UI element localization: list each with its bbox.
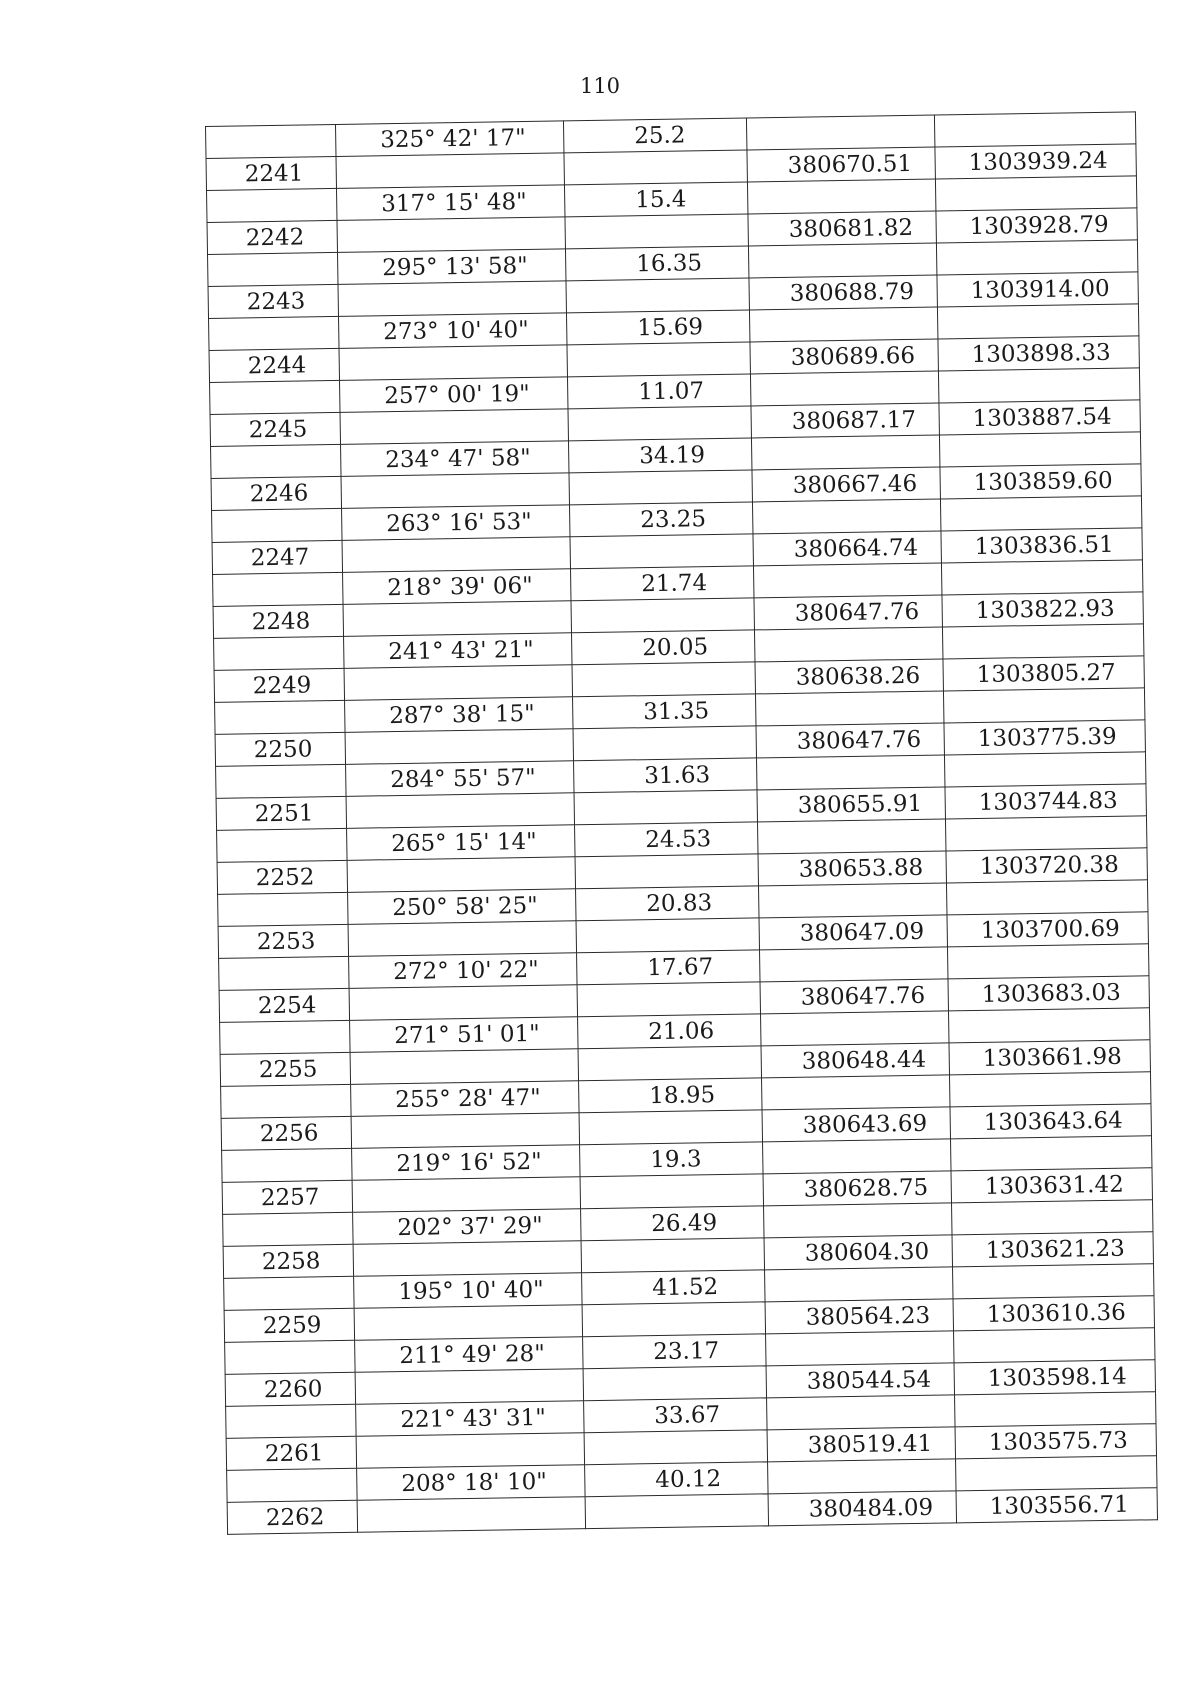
distance-cell (584, 1430, 767, 1465)
bearing-cell (337, 217, 565, 253)
distance-cell (568, 406, 751, 441)
northing-cell: 380667.46 (752, 467, 940, 502)
station-cell (213, 572, 343, 606)
bearing-cell: 271° 51' 01" (350, 1017, 578, 1053)
easting-cell: 1303700.69 (947, 912, 1148, 947)
distance-cell (574, 790, 757, 825)
northing-cell: 380519.41 (767, 1427, 955, 1462)
bearing-cell: 273° 10' 40" (339, 313, 567, 349)
easting-cell (954, 1328, 1155, 1363)
station-cell (219, 956, 349, 990)
northing-cell: 380647.76 (756, 723, 944, 758)
northing-cell: 380544.54 (766, 1363, 954, 1398)
easting-cell: 1303575.73 (955, 1424, 1156, 1459)
bearing-cell (340, 409, 568, 445)
distance-cell (579, 1110, 762, 1145)
station-cell: 2246 (211, 476, 341, 510)
easting-cell: 1303598.14 (954, 1360, 1155, 1395)
station-cell (222, 1148, 352, 1182)
station-cell (216, 764, 346, 798)
bearing-cell: 284° 55' 57" (346, 761, 574, 797)
station-cell (225, 1340, 355, 1374)
distance-cell: 18.95 (579, 1078, 762, 1113)
easting-cell (942, 624, 1143, 659)
distance-cell: 20.83 (576, 886, 759, 921)
easting-cell (947, 944, 1148, 979)
northing-cell (751, 435, 939, 470)
easting-cell (943, 688, 1144, 723)
easting-cell (949, 1072, 1150, 1107)
station-cell: 2249 (214, 668, 344, 702)
station-cell: 2256 (221, 1116, 351, 1150)
station-cell (221, 1084, 351, 1118)
northing-cell (753, 563, 941, 598)
distance-cell (585, 1494, 768, 1529)
easting-cell (935, 176, 1136, 211)
northing-cell: 380670.51 (747, 147, 935, 182)
distance-cell: 31.35 (573, 694, 756, 729)
easting-cell (938, 368, 1139, 403)
easting-cell: 1303775.39 (944, 720, 1145, 755)
distance-cell: 19.3 (580, 1142, 763, 1177)
distance-cell (569, 470, 752, 505)
station-cell (209, 316, 339, 350)
easting-cell: 1303631.42 (951, 1168, 1152, 1203)
northing-cell (747, 179, 935, 214)
northing-cell: 380628.75 (763, 1171, 951, 1206)
distance-cell (564, 150, 747, 185)
easting-cell: 1303610.36 (953, 1296, 1154, 1331)
station-cell (220, 1020, 350, 1054)
distance-cell (566, 278, 749, 313)
station-cell (212, 508, 342, 542)
bearing-cell: 255° 28' 47" (351, 1081, 579, 1117)
bearing-cell (351, 1113, 579, 1149)
easting-cell (956, 1456, 1157, 1491)
station-cell (208, 252, 338, 286)
bearing-cell: 295° 13' 58" (338, 249, 566, 285)
station-cell (226, 1404, 356, 1438)
distance-cell (582, 1302, 765, 1337)
bearing-cell (349, 985, 577, 1021)
bearing-cell: 250° 58' 25" (348, 889, 576, 925)
bearing-cell (355, 1369, 583, 1405)
station-cell (215, 700, 345, 734)
station-cell: 2252 (217, 860, 347, 894)
distance-cell: 24.53 (575, 822, 758, 857)
table-body (206, 112, 1158, 1534)
northing-cell: 380681.82 (748, 211, 936, 246)
distance-cell: 15.69 (566, 310, 749, 345)
northing-cell: 380687.17 (751, 403, 939, 438)
easting-cell (934, 112, 1135, 147)
distance-cell (567, 342, 750, 377)
distance-cell (577, 982, 760, 1017)
bearing-cell (350, 1049, 578, 1085)
station-cell: 2244 (209, 348, 339, 382)
distance-cell: 25.2 (563, 118, 746, 153)
bearing-cell: 221° 43' 31" (356, 1401, 584, 1437)
bearing-cell (345, 729, 573, 765)
distance-cell (575, 854, 758, 889)
easting-cell: 1303939.24 (935, 144, 1136, 179)
station-cell (227, 1468, 357, 1502)
distance-cell: 20.05 (572, 630, 755, 665)
northing-cell (759, 883, 947, 918)
bearing-cell (339, 345, 567, 381)
northing-cell (763, 1139, 951, 1174)
distance-cell (571, 598, 754, 633)
northing-cell (768, 1459, 956, 1494)
station-cell: 2259 (224, 1308, 354, 1342)
bearing-cell: 195° 10' 40" (354, 1273, 582, 1309)
easting-cell (948, 1008, 1149, 1043)
northing-cell (746, 115, 934, 150)
bearing-cell (336, 153, 564, 189)
easting-cell: 1303720.38 (946, 848, 1147, 883)
distance-cell: 17.67 (577, 950, 760, 985)
northing-cell: 380664.74 (753, 531, 941, 566)
station-cell (211, 444, 341, 478)
station-cell: 2262 (227, 1500, 357, 1534)
distance-cell (565, 214, 748, 249)
station-cell: 2254 (219, 988, 349, 1022)
survey-coordinates-table (205, 111, 1158, 1534)
bearing-cell (346, 793, 574, 829)
easting-cell: 1303859.60 (940, 464, 1141, 499)
easting-cell (955, 1392, 1156, 1427)
bearing-cell (343, 601, 571, 637)
easting-cell (951, 1136, 1152, 1171)
distance-cell: 11.07 (567, 374, 750, 409)
easting-cell: 1303661.98 (949, 1040, 1150, 1075)
easting-cell: 1303836.51 (941, 528, 1142, 563)
distance-cell: 21.06 (578, 1014, 761, 1049)
station-cell: 2253 (218, 924, 348, 958)
distance-cell: 21.74 (571, 566, 754, 601)
station-cell (206, 124, 336, 158)
bearing-cell: 325° 42' 17" (335, 121, 563, 157)
distance-cell: 16.35 (565, 246, 748, 281)
northing-cell: 380643.69 (762, 1107, 950, 1142)
bearing-cell: 272° 10' 22" (349, 953, 577, 989)
station-cell: 2245 (210, 412, 340, 446)
distance-cell (572, 662, 755, 697)
bearing-cell (353, 1241, 581, 1277)
bearing-cell: 265° 15' 14" (347, 825, 575, 861)
northing-cell (765, 1267, 953, 1302)
easting-cell: 1303805.27 (943, 656, 1144, 691)
distance-cell: 40.12 (585, 1462, 768, 1497)
survey-table-container (205, 111, 1157, 1534)
northing-cell (749, 307, 937, 342)
station-cell (217, 828, 347, 862)
northing-cell (756, 755, 944, 790)
bearing-cell (348, 921, 576, 957)
northing-cell (750, 371, 938, 406)
bearing-cell (341, 473, 569, 509)
northing-cell: 380655.91 (757, 787, 945, 822)
easting-cell: 1303556.71 (956, 1488, 1157, 1523)
northing-cell: 380647.76 (754, 595, 942, 630)
easting-cell: 1303744.83 (945, 784, 1146, 819)
bearing-cell: 211° 49' 28" (355, 1337, 583, 1373)
page-number: 110 (579, 74, 621, 98)
station-cell (223, 1212, 353, 1246)
bearing-cell (347, 857, 575, 893)
distance-cell: 41.52 (582, 1270, 765, 1305)
easting-cell: 1303898.33 (938, 336, 1139, 371)
northing-cell (757, 819, 945, 854)
northing-cell: 380564.23 (765, 1299, 953, 1334)
station-cell: 2257 (222, 1180, 352, 1214)
easting-cell: 1303683.03 (948, 976, 1149, 1011)
northing-cell: 380653.88 (758, 851, 946, 886)
bearing-cell: 287° 38' 15" (345, 697, 573, 733)
bearing-cell (342, 537, 570, 573)
station-cell (218, 892, 348, 926)
northing-cell: 380484.09 (768, 1491, 956, 1526)
distance-cell (578, 1046, 761, 1081)
easting-cell (940, 496, 1141, 531)
bearing-cell (344, 665, 572, 701)
bearing-cell: 202° 37' 29" (353, 1209, 581, 1245)
distance-cell (581, 1238, 764, 1273)
northing-cell (762, 1075, 950, 1110)
bearing-cell: 241° 43' 21" (344, 633, 572, 669)
station-cell (207, 188, 337, 222)
northing-cell (754, 627, 942, 662)
easting-cell: 1303928.79 (936, 208, 1137, 243)
northing-cell (760, 947, 948, 982)
easting-cell: 1303887.54 (939, 400, 1140, 435)
easting-cell (945, 816, 1146, 851)
bearing-cell (354, 1305, 582, 1341)
easting-cell (946, 880, 1147, 915)
bearing-cell: 234° 47' 58" (341, 441, 569, 477)
distance-cell (583, 1366, 766, 1401)
distance-cell: 23.17 (583, 1334, 766, 1369)
distance-cell (573, 726, 756, 761)
bearing-cell: 219° 16' 52" (352, 1145, 580, 1181)
easting-cell: 1303621.23 (952, 1232, 1153, 1267)
bearing-cell (352, 1177, 580, 1213)
station-cell: 2255 (220, 1052, 350, 1086)
distance-cell: 33.67 (584, 1398, 767, 1433)
station-cell (214, 636, 344, 670)
northing-cell: 380638.26 (755, 659, 943, 694)
station-cell: 2251 (216, 796, 346, 830)
station-cell: 2250 (215, 732, 345, 766)
northing-cell: 380647.76 (760, 979, 948, 1014)
easting-cell (941, 560, 1142, 595)
northing-cell (767, 1395, 955, 1430)
distance-cell: 31.63 (574, 758, 757, 793)
easting-cell (952, 1200, 1153, 1235)
station-cell: 2241 (206, 156, 336, 190)
station-cell: 2260 (225, 1372, 355, 1406)
northing-cell: 380688.79 (749, 275, 937, 310)
easting-cell (953, 1264, 1154, 1299)
northing-cell (764, 1203, 952, 1238)
distance-cell: 15.4 (564, 182, 747, 217)
northing-cell (766, 1331, 954, 1366)
northing-cell (761, 1011, 949, 1046)
northing-cell (748, 243, 936, 278)
northing-cell: 380647.09 (759, 915, 947, 950)
bearing-cell: 263° 16' 53" (342, 505, 570, 541)
distance-cell (570, 534, 753, 569)
station-cell: 2248 (213, 604, 343, 638)
easting-cell: 1303822.93 (942, 592, 1143, 627)
distance-cell (576, 918, 759, 953)
northing-cell (752, 499, 940, 534)
station-cell (224, 1276, 354, 1310)
easting-cell (937, 304, 1138, 339)
bearing-cell (357, 1497, 585, 1533)
northing-cell: 380648.44 (761, 1043, 949, 1078)
easting-cell (939, 432, 1140, 467)
station-cell: 2247 (212, 540, 342, 574)
bearing-cell (356, 1433, 584, 1469)
bearing-cell: 257° 00' 19" (340, 377, 568, 413)
easting-cell: 1303914.00 (937, 272, 1138, 307)
station-cell: 2243 (208, 284, 338, 318)
northing-cell: 380604.30 (764, 1235, 952, 1270)
bearing-cell: 317° 15' 48" (336, 185, 564, 221)
northing-cell: 380689.66 (750, 339, 938, 374)
distance-cell (580, 1174, 763, 1209)
distance-cell: 23.25 (569, 502, 752, 537)
distance-cell: 26.49 (581, 1206, 764, 1241)
station-cell: 2261 (226, 1436, 356, 1470)
station-cell: 2242 (207, 220, 337, 254)
easting-cell (936, 240, 1137, 275)
bearing-cell (338, 281, 566, 317)
easting-cell: 1303643.64 (950, 1104, 1151, 1139)
bearing-cell: 218° 39' 06" (343, 569, 571, 605)
bearing-cell: 208° 18' 10" (357, 1465, 585, 1501)
distance-cell: 34.19 (568, 438, 751, 473)
station-cell (210, 380, 340, 414)
northing-cell (755, 691, 943, 726)
station-cell: 2258 (223, 1244, 353, 1278)
easting-cell (944, 752, 1145, 787)
